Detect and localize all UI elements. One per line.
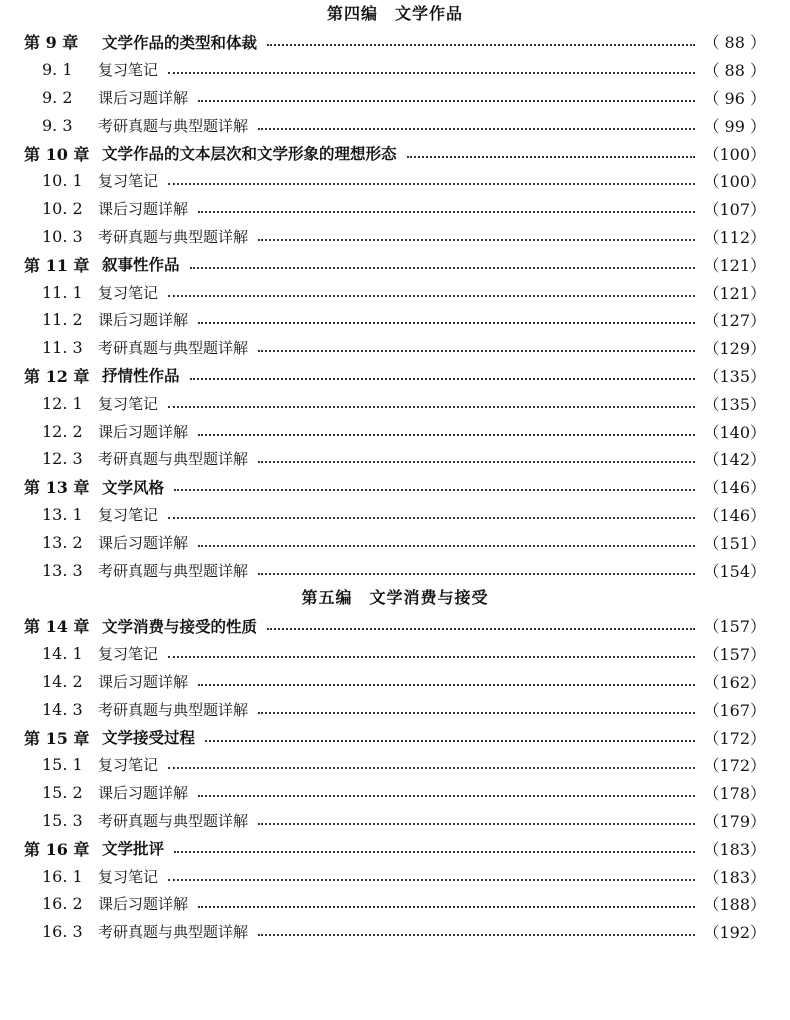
chapter-number: 第 10 章 (24, 144, 90, 164)
chapter-entry[interactable] (0, 362, 790, 390)
chapter-title: 文学接受过程 (102, 729, 196, 748)
section-entry[interactable] (0, 807, 790, 835)
section-number: 12. 1 (42, 393, 83, 413)
page-number: （ 88 ） (703, 33, 766, 53)
section-number: 14. 2 (42, 671, 83, 691)
page-number: （121） (703, 283, 766, 303)
dot-leader (168, 655, 695, 658)
section-title: 复习笔记 (98, 505, 159, 524)
section-number: 13. 2 (42, 532, 83, 552)
section-entry[interactable] (0, 779, 790, 807)
section-number: 13. 3 (42, 560, 83, 580)
section-entry[interactable] (0, 84, 790, 112)
dot-leader (198, 99, 695, 102)
section-number: 16. 2 (42, 894, 83, 914)
section-entry[interactable] (0, 195, 790, 223)
section-entry[interactable] (0, 528, 790, 556)
page-number: （157） (703, 645, 766, 665)
section-entry[interactable] (0, 167, 790, 195)
section-entry[interactable] (0, 501, 790, 529)
section-entry[interactable] (0, 389, 790, 417)
section-title: 复习笔记 (98, 172, 159, 191)
section-number: 10. 3 (42, 226, 83, 246)
section-entry[interactable] (0, 862, 790, 890)
chapter-title: 抒情性作品 (102, 367, 180, 386)
chapter-title: 文学作品的类型和体裁 (102, 33, 258, 52)
dot-leader (168, 516, 695, 519)
section-number: 16. 3 (42, 922, 83, 942)
dot-leader (198, 683, 695, 686)
section-title: 课后习题详解 (98, 784, 189, 803)
chapter-entry[interactable] (0, 250, 790, 278)
dot-leader (174, 488, 695, 491)
section-number: 15. 2 (42, 783, 83, 803)
dot-leader (190, 266, 696, 269)
dot-leader (258, 572, 695, 575)
dot-leader (168, 71, 695, 74)
chapter-title: 文学风格 (102, 478, 165, 497)
chapter-entry[interactable] (0, 723, 790, 751)
section-entry[interactable] (0, 56, 790, 84)
page-number: （162） (703, 672, 766, 692)
chapter-entry[interactable] (0, 834, 790, 862)
section-number: 15. 1 (42, 755, 83, 775)
section-number: 16. 1 (42, 866, 83, 886)
section-title: 课后习题详解 (98, 672, 189, 691)
section-number: 9. 1 (42, 60, 73, 80)
chapter-entry[interactable] (0, 612, 790, 640)
page-number: （154） (703, 561, 766, 581)
page-number: （183） (703, 839, 766, 859)
page-number: （100） (703, 144, 766, 164)
section-title: 复习笔记 (98, 645, 159, 664)
section-number: 11. 3 (42, 338, 83, 358)
chapter-title: 叙事性作品 (102, 256, 180, 275)
section-title: 考研真题与典型题详解 (98, 227, 249, 246)
section-number: 13. 1 (42, 504, 83, 524)
section-title: 课后习题详解 (98, 200, 189, 219)
page-number: （172） (703, 756, 766, 776)
section-title: 考研真题与典型题详解 (98, 450, 249, 469)
chapter-number: 第 13 章 (24, 478, 90, 498)
section-entry[interactable] (0, 278, 790, 306)
section-number: 12. 3 (42, 449, 83, 469)
section-title: 课后习题详解 (98, 895, 189, 914)
section-entry[interactable] (0, 334, 790, 362)
page-number: （146） (703, 478, 766, 498)
page-number: （178） (703, 784, 766, 804)
section-number: 11. 2 (42, 310, 83, 330)
section-title: 复习笔记 (98, 867, 159, 886)
section-title: 课后习题详解 (98, 88, 189, 107)
page-number: （127） (703, 311, 766, 331)
page-number: （172） (703, 728, 766, 748)
section-number: 9. 3 (42, 115, 73, 135)
chapter-number: 第 16 章 (24, 839, 90, 859)
section-title: 考研真题与典型题详解 (98, 339, 249, 358)
section-title: 考研真题与典型题详解 (98, 923, 249, 942)
dot-leader (267, 43, 695, 46)
page-number: （121） (703, 255, 766, 275)
section-entry[interactable] (0, 918, 790, 946)
chapter-entry[interactable] (0, 139, 790, 167)
part-heading: 第四编 文学作品 (326, 4, 463, 23)
section-entry[interactable] (0, 640, 790, 668)
chapter-title: 文学消费与接受的性质 (102, 617, 258, 636)
section-title: 考研真题与典型题详解 (98, 700, 249, 719)
section-title: 课后习题详解 (98, 422, 189, 441)
section-title: 考研真题与典型题详解 (98, 811, 249, 830)
chapter-number: 第 11 章 (24, 255, 90, 275)
section-entry[interactable] (0, 890, 790, 918)
page-number: （ 99 ） (703, 116, 766, 136)
section-number: 9. 2 (42, 87, 73, 107)
section-number: 12. 2 (42, 421, 83, 441)
section-number: 10. 2 (42, 199, 83, 219)
dot-leader (198, 433, 695, 436)
section-number: 14. 3 (42, 699, 83, 719)
dot-leader (168, 182, 695, 185)
section-entry[interactable] (0, 695, 790, 723)
section-entry[interactable] (0, 306, 790, 334)
dot-leader (407, 155, 696, 158)
section-entry[interactable] (0, 223, 790, 251)
dot-leader (198, 321, 695, 324)
dot-leader (258, 127, 695, 130)
section-number: 15. 3 (42, 810, 83, 830)
dot-leader (168, 405, 695, 408)
section-entry[interactable] (0, 417, 790, 445)
page-number: （135） (703, 394, 766, 414)
dot-leader (258, 933, 695, 936)
section-title: 复习笔记 (98, 394, 159, 413)
page-number: （192） (703, 923, 766, 943)
dot-leader (168, 878, 695, 881)
section-title: 复习笔记 (98, 756, 159, 775)
section-title: 考研真题与典型题详解 (98, 116, 249, 135)
page-number: （142） (703, 450, 766, 470)
chapter-number: 第 14 章 (24, 617, 90, 637)
page-number: （100） (703, 172, 766, 192)
section-title: 考研真题与典型题详解 (98, 561, 249, 580)
dot-leader (258, 711, 695, 714)
page-number: （146） (703, 505, 766, 525)
dot-leader (198, 794, 695, 797)
page-number: （ 88 ） (703, 61, 766, 81)
section-title: 课后习题详解 (98, 533, 189, 552)
dot-leader (190, 377, 696, 380)
page-number: （135） (703, 366, 766, 386)
dot-leader (258, 822, 695, 825)
page-number: （179） (703, 811, 766, 831)
section-entry[interactable] (0, 111, 790, 139)
section-entry[interactable] (0, 751, 790, 779)
section-number: 10. 1 (42, 171, 83, 191)
page-number: （167） (703, 700, 766, 720)
section-title: 复习笔记 (98, 283, 159, 302)
chapter-entry[interactable] (0, 28, 790, 56)
section-entry[interactable] (0, 668, 790, 696)
section-number: 14. 1 (42, 644, 83, 664)
dot-leader (198, 210, 695, 213)
section-entry[interactable] (0, 445, 790, 473)
dot-leader (258, 238, 695, 241)
chapter-number: 第 12 章 (24, 366, 90, 386)
page-number: （157） (703, 617, 766, 637)
chapter-title: 文学批评 (102, 840, 165, 859)
chapter-entry[interactable] (0, 473, 790, 501)
section-title: 课后习题详解 (98, 311, 189, 330)
page-number: （129） (703, 339, 766, 359)
section-number: 11. 1 (42, 282, 83, 302)
dot-leader (258, 460, 695, 463)
dot-leader (205, 739, 695, 742)
page-number: （188） (703, 895, 766, 915)
dot-leader (168, 766, 695, 769)
chapter-title: 文学作品的文本层次和文学形象的理想形态 (102, 145, 397, 164)
chapter-number: 第 15 章 (24, 728, 90, 748)
section-title: 复习笔记 (98, 61, 159, 80)
dot-leader (198, 544, 695, 547)
dot-leader (174, 850, 695, 853)
page-number: （151） (703, 533, 766, 553)
dot-leader (267, 627, 695, 630)
dot-leader (198, 905, 695, 908)
page-number: （112） (703, 227, 766, 247)
page-number: （107） (703, 200, 766, 220)
dot-leader (258, 349, 695, 352)
page-number: （183） (703, 867, 766, 887)
chapter-number: 第 9 章 (24, 33, 79, 53)
dot-leader (168, 294, 695, 297)
page-number: （140） (703, 422, 766, 442)
part-heading: 第五编 文学消费与接受 (301, 587, 489, 607)
page-number: （ 96 ） (703, 88, 766, 108)
section-entry[interactable] (0, 556, 790, 584)
